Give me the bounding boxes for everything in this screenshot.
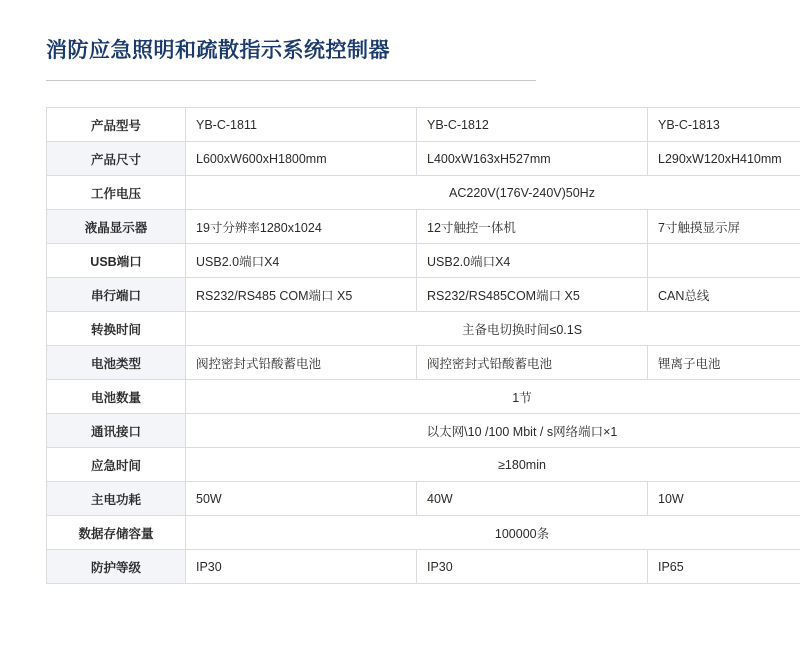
row-value: 阀控密封式铅酸蓄电池 <box>186 346 417 380</box>
row-value: 7寸触摸显示屏 <box>648 210 800 244</box>
row-label: 串行端口 <box>47 278 186 312</box>
row-value: YB-C-1811 <box>186 108 417 142</box>
row-value: 40W <box>417 482 648 516</box>
row-value: IP30 <box>186 550 417 584</box>
row-label: USB端口 <box>47 244 186 278</box>
table-row <box>47 516 800 550</box>
table-row <box>47 108 800 142</box>
table-row <box>47 210 800 244</box>
table-row <box>47 176 800 210</box>
page-title: 消防应急照明和疏散指示系统控制器 <box>46 39 390 62</box>
row-value: 阀控密封式铅酸蓄电池 <box>417 346 648 380</box>
table-row <box>47 312 800 346</box>
row-value-merged: 以太网\10 /100 Mbit / s网络端口×1 <box>186 414 800 448</box>
row-label: 电池数量 <box>47 380 186 414</box>
row-label: 产品尺寸 <box>47 142 186 176</box>
row-value <box>648 244 800 278</box>
row-value: 50W <box>186 482 417 516</box>
title-divider <box>46 80 536 81</box>
table-row <box>47 380 800 414</box>
row-value: USB2.0端口X4 <box>186 244 417 278</box>
table-row <box>47 550 800 584</box>
row-value-merged: 1节 <box>186 380 800 414</box>
row-label: 主电功耗 <box>47 482 186 516</box>
row-label: 通讯接口 <box>47 414 186 448</box>
row-value: YB-C-1813 <box>648 108 800 142</box>
row-value: IP65 <box>648 550 800 584</box>
row-value: L400xW163xH527mm <box>417 142 648 176</box>
specification-table-body <box>47 108 800 584</box>
table-row <box>47 244 800 278</box>
row-label: 产品型号 <box>47 108 186 142</box>
table-row <box>47 346 800 380</box>
row-value-merged: ≥180min <box>186 448 800 482</box>
row-value-merged: AC220V(176V-240V)50Hz <box>186 176 800 210</box>
row-value: 10W <box>648 482 800 516</box>
row-label: 电池类型 <box>47 346 186 380</box>
row-value: CAN总线 <box>648 278 800 312</box>
row-value: 12寸触控一体机 <box>417 210 648 244</box>
row-value: RS232/RS485COM端口 X5 <box>417 278 648 312</box>
row-value-merged: 主备电切换时间≤0.1S <box>186 312 800 346</box>
table-row <box>47 448 800 482</box>
table-row <box>47 278 800 312</box>
row-label: 转换时间 <box>47 312 186 346</box>
row-label: 防护等级 <box>47 550 186 584</box>
row-value: 锂离子电池 <box>648 346 800 380</box>
row-label: 数据存储容量 <box>47 516 186 550</box>
row-value: L290xW120xH410mm <box>648 142 800 176</box>
row-value: YB-C-1812 <box>417 108 648 142</box>
table-row <box>47 482 800 516</box>
row-value: 19寸分辨率1280x1024 <box>186 210 417 244</box>
row-value: IP30 <box>417 550 648 584</box>
row-value: L600xW600xH1800mm <box>186 142 417 176</box>
row-value: USB2.0端口X4 <box>417 244 648 278</box>
table-row <box>47 414 800 448</box>
row-label: 工作电压 <box>47 176 186 210</box>
row-value-merged: 100000条 <box>186 516 800 550</box>
row-value: RS232/RS485 COM端口 X5 <box>186 278 417 312</box>
specification-table <box>46 107 800 584</box>
row-label: 应急时间 <box>47 448 186 482</box>
row-label: 液晶显示器 <box>47 210 186 244</box>
table-row <box>47 142 800 176</box>
